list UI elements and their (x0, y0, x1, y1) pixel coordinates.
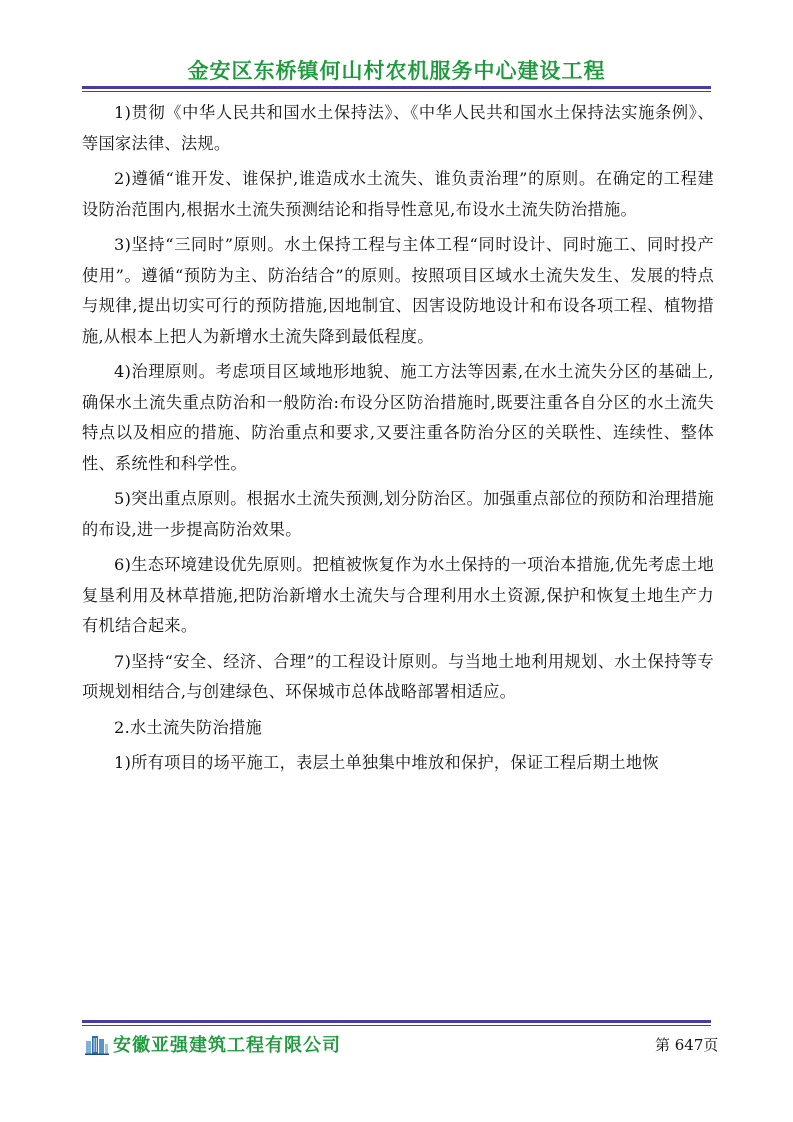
footer-company (85, 1031, 341, 1057)
paragraph: 6)生态环境建设优先原则。把植被恢复作为水土保持的一项治本措施,优先考虑土地复垦利用及林草措施,把防治新增水土流失与合理利用水土资源,保护和恢复土地生产力有机结合起来。 (82, 555, 714, 635)
section-heading: 2.水土流失防治措施 (114, 717, 262, 737)
paragraph: 2)遵循“谁开发、谁保护,谁造成水土流失、谁负责治理”的原则。在确定的工程建设防治范围内,根据水土流失预测结论和指导性意见,布设水土流失防治措施。 (82, 169, 714, 219)
footer-rule-thick (82, 1020, 711, 1023)
paragraph: 1)所有项目的场平施工，表层土单独集中堆放和保护，保证工程后期土地恢 (114, 753, 659, 772)
paragraph: 5)突出重点原则。根据水土流失预测,划分防治区。加强重点部位的预防和治理措施的布设,进一步提高防治效果。 (82, 489, 714, 539)
paragraph: 4)治理原则。考虑项目区域地形地貌、施工方法等因素,在水土流失分区的基础上,确保水土流失重点防治和一般防治:布设分区防治措施时,既要注重各自分区的水土流失特点以及相应的措施、防治重点和要求,又要注重各防治分区的关联性、连续性、整体性、系统性和科学性。 (82, 362, 714, 473)
paragraph: 3)坚持“三同时”原则。水土保持工程与主体工程“同时设计、同时施工、同时投产使用”。遵循“预防为主、防治结合”的原则。按照项目区域水土流失发生、发展的特点与规律,提出切实可行的预防措施,因地制宜、因害设防地设计和布设各项工程、植物措施,从根本上把人为新增水土流失降到最低程度。 (82, 235, 714, 346)
company-name: 安徽亚强建筑工程有限公司 (113, 1035, 341, 1056)
header-title: 金安区东桥镇何山村农机服务中心建设工程 (187, 59, 606, 83)
header-rule-thin (82, 91, 711, 92)
paragraph: 1)贯彻《中华人民共和国水土保持法》、《中华人民共和国水土保持法实施条例》、等国家法律、法规。 (82, 103, 714, 153)
building-logo-icon (85, 1033, 109, 1055)
paragraph: 7)坚持“安全、经济、合理”的工程设计原则。与当地土地利用规划、水土保持等专项规划相结合,与创建绿色、环保城市总体战略部署相适应。 (82, 651, 714, 701)
footer-rule-thin (82, 1025, 711, 1026)
page-number: 第 647页 (655, 1036, 719, 1054)
header-rule-thick (82, 86, 711, 89)
document-body (82, 98, 714, 784)
